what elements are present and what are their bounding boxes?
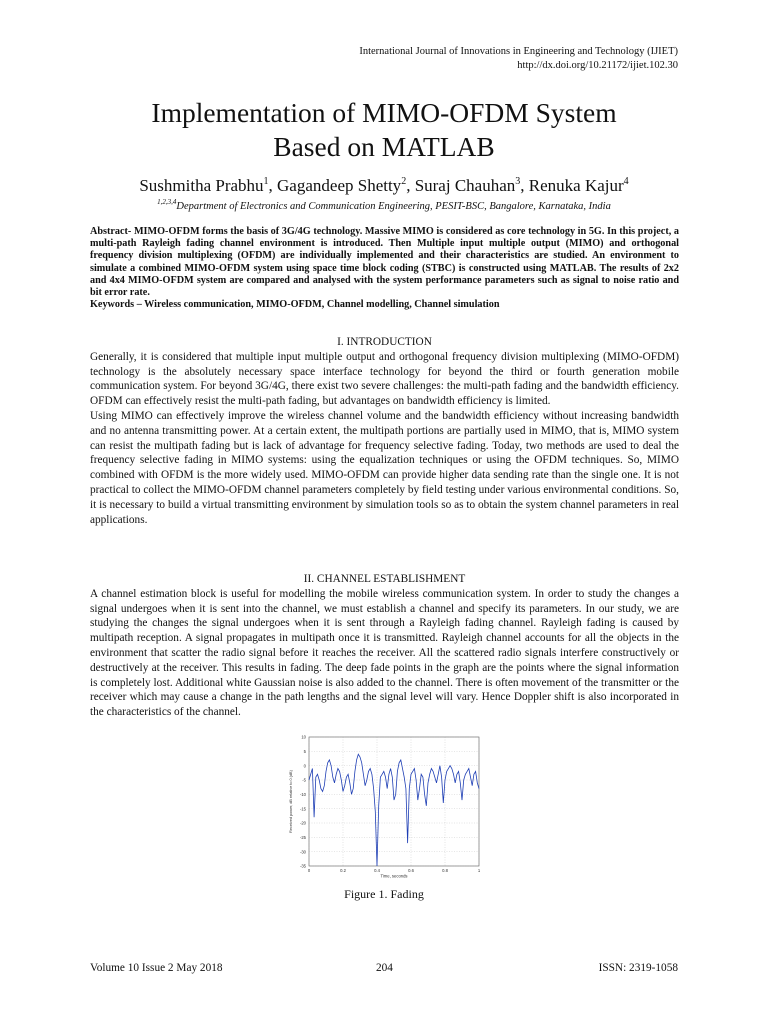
footer-volume: Volume 10 Issue 2 May 2018: [90, 962, 223, 974]
affiliation-sup: 1,2,3,4: [157, 198, 177, 206]
y-tick-label: -15: [299, 806, 306, 812]
paper-title: [0, 96, 768, 164]
keywords: Keywords – Wireless communication, MIMO-OFDM, Channel modelling, Channel simulation: [90, 299, 500, 311]
y-axis-label: Received power, dB relative to 0 (dB): [289, 770, 293, 833]
paragraph: Using MIMO can effectively improve the wireless channel volume and the bandwidth efficiency without increasing bandwidth and no antenna transmitting power. At a certain extent, the multipath portions are partially used in MIMO, that is, MIMO system can resist the multipath fading but is lack of advantage for frequency selective fading. Today, two methods are used to deal the frequency selective fading in MIMO systems: using the equalization techniques or using the OFDM techniques. So, MIMO combined with OFDM is the more widely used. MIMO-OFDM can provide higher data sending rate than the single one. It is not practical to collect the MIMO-OFDM channel parameters completely by field testing under various environmental conditions. So, it is necessary to build a virtual transmitting environment by simulation tools so as to obtain the system channel parameters in real applications.: [90, 409, 679, 526]
x-tick-label: 0: [307, 868, 311, 873]
affiliation-text: Department of Electronics and Communication Engineering, PESIT-BSC, Bangalore, Karnataka, India: [176, 201, 611, 212]
author-name: Suraj Chauhan: [414, 176, 516, 195]
y-tick-label: -5: [302, 777, 306, 783]
fading-chart: [284, 733, 484, 880]
section-heading: II. CHANNEL ESTABLISHMENT: [303, 573, 466, 585]
section-channel-establishment: [90, 572, 679, 720]
footer-issn: ISSN: 2319-1058: [598, 962, 678, 974]
author-name: Gagandeep Shetty: [277, 176, 402, 195]
author-sup: 1: [263, 176, 269, 187]
journal-header: [359, 45, 678, 73]
section-heading: I. INTRODUCTION: [337, 336, 432, 348]
doi-link[interactable]: http://dx.doi.org/10.21172/ijiet.102.30: [517, 60, 678, 71]
author-sup: 4: [623, 176, 629, 187]
paragraph: Generally, it is considered that multiple input multiple output and orthogonal frequency division multiplexing (MIMO-OFDM) technology is the absolutely necessary space interface technology for beyond the third or fourth generation mobile communication system. For beyond 3G/4G, there exist two severe challenges: the multi-path fading and the bandwidth efficiency. OFDM can effectively resist the multi-path fading, but advantages on bandwidth efficiency is limited.: [90, 350, 679, 408]
author-name: Renuka Kajur: [528, 176, 624, 195]
x-tick-label: 1: [477, 868, 481, 873]
x-axis-label: Time, seconds: [380, 873, 408, 879]
section-introduction: [90, 335, 679, 527]
y-tick-label: -25: [299, 834, 306, 840]
journal-name: International Journal of Innovations in Engineering and Technology (IJIET): [359, 46, 678, 57]
y-tick-label: 5: [303, 748, 306, 754]
author-list: Sushmitha Prabhu$^1$, Gagandeep Shetty$^2$, Suraj Chauhan$^3$, Renuka Kajur$^4$: [139, 176, 629, 195]
y-tick-label: -30: [299, 849, 306, 855]
y-tick-label: -35: [299, 863, 306, 869]
x-tick-label: 0.2: [340, 868, 346, 873]
abstract-text: Abstract- MIMO-OFDM forms the basis of 3G/4G technology. Massive MIMO is considered as core technology in 5G. In this project, a multi-path Rayleigh fading channel environment is introduced. Then Multiple input multiple output (MIMO) and orthogonal frequency division multiplexing (OFDM) are individually implemented and their characteristics are studied. An environment to simulate a combined MIMO-OFDM system using space time block coding (STBC) is constructed using MATLAB. The results of 2x2 and 4x4 MIMO-OFDM system are compared and analysed with the system performance parameters such as signal to noise ratio and bit error rate.: [90, 226, 679, 299]
x-tick-label: 0.6: [408, 868, 414, 873]
y-tick-label: 0: [303, 763, 306, 769]
title-line-1: Implementation of MIMO-OFDM System: [151, 97, 617, 128]
author-sup: 2: [401, 176, 407, 187]
x-tick-label: 0.4: [374, 868, 380, 873]
paragraph: A channel estimation block is useful for modelling the mobile wireless communication system. In order to study the changes a signal undergoes when it is sent into the channel, we must establish a channel and specify its parameters. In our study, we are studying the changes the signal undergoes when it is sent through a Rayleigh fading channel. Rayleigh fading is caused by multipath reception. A signal propagates in multipath once it is transmitted. Rayleigh channel accounts for all the objects in the environment that scatter the radio signal before it reaches the receiver. All the scattered radio signals interfere constructively or destructively at the receiver. This results in fading. The deep fade points in the graph are the points where the signal information is completely lost. Additional white Gaussian noise is also added to the channel. There is often movement of the transmitter or the receiver which may cause a change in the path lengths and the signal level will vary. Hence Doppler shift is also incorporated in the characteristics of the channel.: [90, 587, 679, 719]
plot-frame: [309, 737, 479, 866]
footer-page: 204: [376, 962, 393, 974]
abstract: [90, 226, 679, 311]
y-tick-label: -10: [299, 791, 306, 797]
y-tick-label: -20: [299, 820, 306, 826]
affiliation: [0, 196, 768, 213]
author-name: Sushmitha Prabhu: [139, 176, 264, 195]
figure-caption: Figure 1. Fading: [344, 887, 424, 901]
x-tick-label: 0.8: [442, 868, 448, 873]
author-sup: 3: [515, 176, 521, 187]
title-line-2: Based on MATLAB: [273, 131, 495, 162]
y-tick-label: 10: [301, 734, 306, 740]
